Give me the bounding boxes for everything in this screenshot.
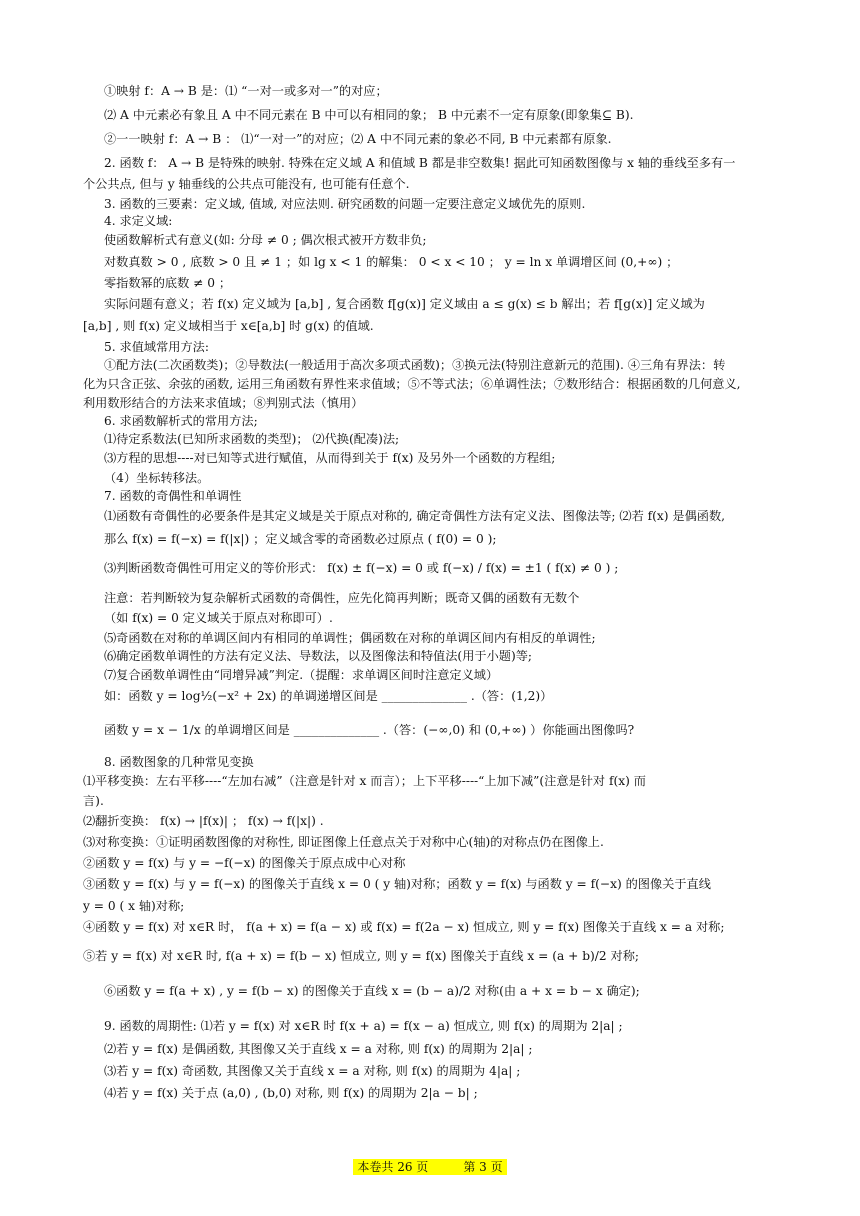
footer-page-number: 第 3 页 — [459, 1159, 506, 1175]
text-line: 3. 函数的三要素：定义域, 值域, 对应法则. 研究函数的问题一定要注意定义域优先的原则. — [104, 197, 586, 211]
text-line: 函数 y = x − 1/x 的单调增区间是 ______________ .（答：(−∞,0) 和 (0,+∞) ）你能画出图像吗? — [104, 723, 635, 737]
text-line: 4. 求定义域: — [104, 214, 173, 228]
text-line: ⑵ A 中元素必有象且 A 中不同元素在 B 中可以有相同的象； B 中元素不一定有原象(即象集⊆ B). — [104, 108, 634, 122]
text-line: ⑺复合函数单调性由“同增异减”判定.（提醒：求单调区间时注意定义域） — [104, 668, 499, 682]
text-line: 如：函数 y = log½(−x² + 2x) 的单调递增区间是 ______________ .（答：(1,2)） — [104, 689, 553, 703]
text-line: ⑷若 y = f(x) 关于点 (a,0) , (b,0) 对称, 则 f(x) 的周期为 2|a − b| ; — [104, 1086, 478, 1100]
text-line: 5. 求值域常用方法: — [104, 340, 209, 354]
text-line: 2. 函数 f： A → B 是特殊的映射. 特殊在定义域 A 和值域 B 都是非空数集! 据此可知函数图像与 x 轴的垂线至多有一 — [104, 156, 736, 170]
text-line: 实际问题有意义；若 f(x) 定义域为 [a,b] , 复合函数 f[g(x)] 定义域由 a ≤ g(x) ≤ b 解出；若 f[g(x)] 定义域为 — [104, 297, 705, 311]
text-line: 注意：若判断较为复杂解析式函数的奇偶性，应先化简再判断；既奇又偶的函数有无数个 — [104, 591, 580, 605]
text-line: 言). — [83, 794, 104, 808]
text-line: 使函数解析式有意义(如: 分母 ≠ 0 ; 偶次根式被开方数非负; — [104, 233, 427, 247]
text-line: （如 f(x) = 0 定义域关于原点对称即可）. — [104, 611, 333, 625]
text-line: ①配方法(二次函数类)；②导数法(一般适用于高次多项式函数)；③换元法(特别注意新元的范围). ④三角有界法：转 — [104, 358, 726, 372]
page-footer — [0, 1158, 860, 1175]
text-line: ⑹确定函数单调性的方法有定义法、导数法，以及图像法和特值法(用于小题)等; — [104, 649, 532, 663]
text-line: 个公共点, 但与 y 轴垂线的公共点可能没有, 也可能有任意个. — [83, 177, 410, 191]
text-line: ⑶方程的思想----对已知等式进行赋值，从而得到关于 f(x) 及另外一个函数的方程组; — [104, 451, 556, 465]
footer-total-pages: 本卷共 26 页 — [353, 1159, 432, 1175]
text-line: y = 0 ( x 轴)对称; — [83, 899, 185, 913]
text-line: 利用数形结合的方法来求值域；⑧判别式法（慎用） — [83, 396, 364, 410]
text-line: ③函数 y = f(x) 与 y = f(−x) 的图像关于直线 x = 0 ( y 轴)对称；函数 y = f(x) 与函数 y = f(−x) 的图像关于直线 — [83, 877, 711, 891]
text-line: 8. 函数图象的几种常见变换 — [104, 755, 254, 769]
text-line: ⑶对称变换：①证明函数图像的对称性, 即证图像上任意点关于对称中心(轴)的对称点仍在图像上. — [83, 835, 604, 849]
text-line: 7. 函数的奇偶性和单调性 — [104, 489, 242, 503]
text-line: ⑶若 y = f(x) 奇函数, 其图像又关于直线 x = a 对称, 则 f(x) 的周期为 4|a| ; — [104, 1064, 521, 1078]
text-line: （4）坐标转移法。 — [104, 471, 210, 485]
text-line: ②一一映射 f：A → B ： ⑴“一对一”的对应；⑵ A 中不同元素的象必不同, B 中元素都有原象. — [104, 132, 612, 146]
text-line: ⑴待定系数法(已知所求函数的类型)； ⑵代换(配凑)法; — [104, 432, 400, 446]
text-line: ⑴平移变换：左右平移----“左加右减”（注意是针对 x 而言）；上下平移----“上加下减”(注意是针对 f(x) 而 — [83, 774, 646, 788]
text-line: ⑥函数 y = f(a + x) , y = f(b − x) 的图像关于直线 x = (b − a)/2 对称(由 a + x = b − x 确定); — [104, 984, 640, 998]
text-line: [a,b] , 则 f(x) 定义域相当于 x∈[a,b] 时 g(x) 的值域. — [83, 319, 374, 333]
text-line: ②函数 y = f(x) 与 y = −f(−x) 的图像关于原点成中心对称 — [83, 856, 406, 870]
text-line: 6. 求函数解析式的常用方法; — [104, 414, 258, 428]
text-line: ⑵若 y = f(x) 是偶函数, 其图像又关于直线 x = a 对称, 则 f(x) 的周期为 2|a| ; — [104, 1042, 533, 1056]
text-line: ⑴函数有奇偶性的必要条件是其定义域是关于原点对称的, 确定奇偶性方法有定义法、图像法等; ⑵若 f(x) 是偶函数, — [104, 509, 726, 523]
text-line: 零指数幂的底数 ≠ 0 ； — [104, 276, 232, 290]
text-line: 9. 函数的周期性: ⑴若 y = f(x) 对 x∈R 时 f(x + a) = f(x − a) 恒成立, 则 f(x) 的周期为 2|a| ; — [104, 1019, 623, 1033]
text-line: 对数真数 > 0 , 底数 > 0 且 ≠ 1 ；如 lg x < 1 的解集： 0 < x < 10 ； y = ln x 单调增区间 (0,+∞) ； — [104, 255, 679, 269]
text-line: ④函数 y = f(x) 对 x∈R 时， f(a + x) = f(a − x) 或 f(x) = f(2a − x) 恒成立, 则 y = f(x) 图像关于直线 x = a 对称; — [83, 920, 725, 934]
text-line: ⑸奇函数在对称的单调区间内有相同的单调性；偶函数在对称的单调区间内有相反的单调性; — [104, 631, 596, 645]
text-line: ⑤若 y = f(x) 对 x∈R 时, f(a + x) = f(b − x) 恒成立, 则 y = f(x) 图像关于直线 x = (a + b)/2 对称; — [83, 949, 639, 963]
text-line: ①映射 f：A → B 是：⑴ “一对一或多对一”的对应； — [104, 84, 388, 98]
text-line: ⑵翻折变换： f(x) → |f(x)| ； f(x) → f(|x|) . — [83, 814, 324, 828]
text-line: 那么 f(x) = f(−x) = f(|x|) ；定义域含零的奇函数必过原点 ( f(0) = 0 ); — [104, 532, 497, 546]
footer-gap — [432, 1159, 459, 1175]
text-line: ⑶判断函数奇偶性可用定义的等价形式： f(x) ± f(−x) = 0 或 f(−x) / f(x) = ±1 ( f(x) ≠ 0 ) ; — [104, 561, 619, 575]
text-line: 化为只含正弦、余弦的函数, 运用三角函数有界性来求值域；⑤不等式法；⑥单调性法；⑦数形结合：根据函数的几何意义, — [83, 377, 741, 391]
